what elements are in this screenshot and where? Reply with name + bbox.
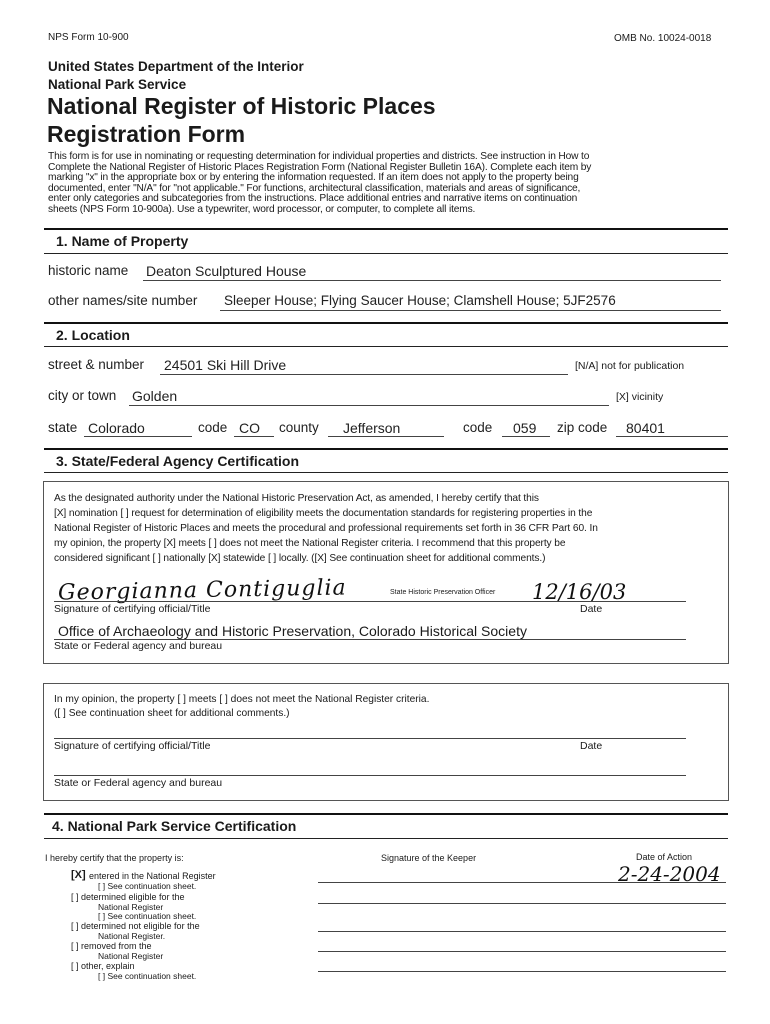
other-names-line bbox=[220, 310, 721, 311]
keeper-signature-line bbox=[318, 882, 726, 883]
city-line bbox=[129, 405, 609, 406]
state-code-label: code bbox=[198, 420, 228, 435]
historic-name-line bbox=[143, 280, 721, 281]
instructions-line: Complete the National Register of Historic Places Registration Form (National Register Bulletin 16A). Complete each item by bbox=[48, 161, 592, 173]
form-title: National Register of Historic Places bbox=[47, 93, 436, 119]
agency-label: State or Federal agency and bureau bbox=[54, 777, 223, 789]
agency-label: State or Federal agency and bureau bbox=[54, 640, 223, 652]
zip-value: 80401 bbox=[626, 420, 665, 436]
keeper-signature-line bbox=[318, 903, 726, 904]
zip-line bbox=[616, 436, 728, 437]
action-date-label: Date of Action bbox=[636, 852, 693, 862]
section-divider bbox=[44, 448, 728, 450]
nps-option: [ ] determined not eligible for the bbox=[71, 921, 200, 931]
street-line bbox=[160, 374, 568, 375]
date-label: Date bbox=[580, 603, 603, 615]
nps-option: [ ] removed from the bbox=[71, 941, 152, 951]
nps-option: [ ] See continuation sheet. bbox=[98, 911, 197, 921]
form-number: NPS Form 10-900 bbox=[48, 32, 129, 43]
agency-line bbox=[54, 775, 686, 776]
state-code-line bbox=[234, 436, 274, 437]
department-name: United States Department of the Interior bbox=[48, 59, 304, 74]
instructions-line: This form is for use in nominating or requesting determination for individual properties and districts. See instruction in How to bbox=[48, 151, 590, 162]
instructions-line: documented, enter "N/A" for "not applicable." For functions, architectural classification, materials and areas of significance, bbox=[48, 182, 581, 194]
signature-label: Signature of certifying official/Title bbox=[54, 603, 211, 615]
signature-line bbox=[54, 601, 686, 602]
agency-value: Office of Archaeology and Historic Preservation, Colorado Historical Society bbox=[58, 623, 527, 639]
nps-option: National Register bbox=[98, 951, 164, 961]
nps-option: [ ] See continuation sheet. bbox=[98, 971, 197, 981]
other-names-label: other names/site number bbox=[48, 293, 198, 308]
section-divider bbox=[44, 322, 728, 324]
keeper-signature-line bbox=[318, 951, 726, 952]
county-code-line bbox=[502, 436, 550, 437]
historic-name-label: historic name bbox=[48, 263, 129, 278]
signature-date: 12/16/03 bbox=[532, 580, 627, 604]
section-divider bbox=[44, 228, 728, 230]
entered-checkbox[interactable]: [X] bbox=[71, 869, 86, 881]
instructions-line: enter only categories and subcategories from the instructions. Place additional entries and narrative items on continuation bbox=[48, 193, 578, 204]
keeper-signature-line bbox=[318, 971, 726, 972]
nps-option: [ ] See continuation sheet. bbox=[98, 881, 197, 891]
omb-number: OMB No. 10024-0018 bbox=[614, 33, 712, 44]
nps-option: National Register bbox=[98, 902, 164, 912]
street-value: 24501 Ski Hill Drive bbox=[164, 357, 287, 373]
instructions bbox=[48, 152, 591, 215]
county-code-label: code bbox=[463, 420, 493, 435]
keeper-label: Signature of the Keeper bbox=[381, 853, 477, 863]
certification-line: [X] nomination [ ] request for determination of eligibility meets the documentation standards for registering properties in the bbox=[54, 508, 593, 519]
section-3-heading: 3. State/Federal Agency Certification bbox=[56, 453, 299, 469]
county-label: county bbox=[279, 420, 319, 435]
service-name: National Park Service bbox=[48, 77, 187, 92]
historic-name-value: Deaton Sculptured House bbox=[146, 263, 307, 279]
city-value: Golden bbox=[132, 388, 178, 404]
nps-option: [ ] other, explain bbox=[71, 961, 135, 971]
section-divider bbox=[44, 813, 728, 815]
section-divider bbox=[44, 346, 728, 347]
certification-line: considered significant [ ] nationally [X] statewide [ ] locally. ([X] See continuation sheet for additional comments.) bbox=[54, 553, 546, 564]
opinion-line: In my opinion, the property [ ] meets [ ] does not meet the National Register criteria. bbox=[54, 694, 430, 705]
county-value: Jefferson bbox=[343, 420, 401, 436]
state-value: Colorado bbox=[88, 420, 145, 436]
city-label: city or town bbox=[48, 388, 117, 403]
nps-option: [ ] determined eligible for the bbox=[71, 892, 185, 902]
certification-line: National Register of Historic Places and meets the procedural and professional requirements set forth in 36 CFR Part 60. In bbox=[54, 523, 598, 534]
instructions-line: marking "x" in the appropriate box or by entering the information requested. If an item does not apply to the property being bbox=[48, 172, 579, 183]
state-line bbox=[84, 436, 192, 437]
section-divider bbox=[44, 838, 728, 839]
keeper-signature-line bbox=[318, 931, 726, 932]
section-2-heading: 2. Location bbox=[56, 327, 130, 343]
signature-label: Signature of certifying official/Title bbox=[54, 740, 211, 752]
instructions-line: sheets (NPS Form 10-900a). Use a typewriter, word processor, or computer, to complete all items. bbox=[48, 203, 476, 215]
county-line bbox=[328, 436, 444, 437]
opinion-line: ([ ] See continuation sheet for additional comments.) bbox=[54, 708, 290, 719]
zip-label: zip code bbox=[557, 420, 608, 435]
action-date-value: 2-24-2004 bbox=[618, 862, 721, 886]
date-label: Date bbox=[580, 740, 603, 752]
not-for-publication: [N/A] not for publication bbox=[575, 360, 685, 372]
certification-text bbox=[54, 491, 598, 566]
certification-line: my opinion, the property [X] meets [ ] does not meet the National Register criteria. I recommend that this property be bbox=[54, 538, 566, 549]
section-4-heading: 4. National Park Service Certification bbox=[52, 818, 297, 834]
state-label: state bbox=[48, 420, 78, 435]
vicinity: [X] vicinity bbox=[616, 391, 664, 403]
certify-text: I hereby certify that the property is: bbox=[45, 853, 184, 863]
other-names-value: Sleeper House; Flying Saucer House; Clamshell House; 5JF2576 bbox=[224, 293, 616, 308]
opinion-text bbox=[54, 693, 429, 721]
certification-line: As the designated authority under the National Historic Preservation Act, as amended, I hereby certify that this bbox=[54, 493, 539, 504]
section-1-heading: 1. Name of Property bbox=[56, 233, 189, 249]
section-divider bbox=[44, 472, 728, 473]
section-divider bbox=[44, 253, 728, 254]
form-subtitle: Registration Form bbox=[47, 121, 246, 147]
official-signature: Georgianna Contiguglia bbox=[57, 575, 347, 606]
signature-line bbox=[54, 738, 686, 739]
state-code-value: CO bbox=[239, 420, 260, 436]
nps-option: National Register. bbox=[98, 931, 166, 941]
street-label: street & number bbox=[48, 357, 145, 372]
nps-option: entered in the National Register bbox=[89, 871, 216, 881]
county-code-value: 059 bbox=[513, 420, 537, 436]
officer-title: State Historic Preservation Officer bbox=[390, 589, 496, 596]
